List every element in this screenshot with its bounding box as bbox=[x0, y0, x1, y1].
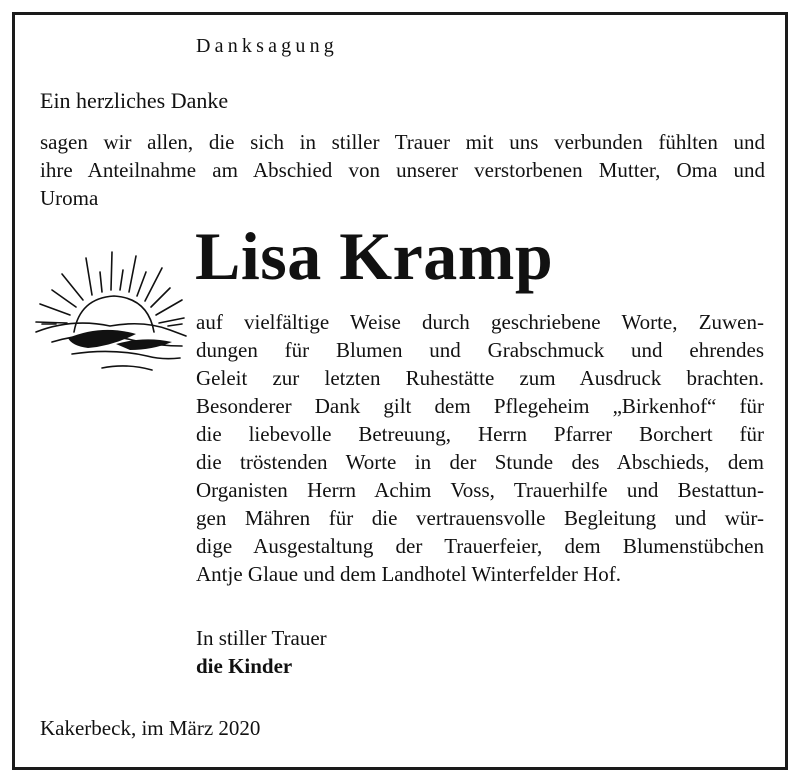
intro-line: sagen wir allen, die sich in stiller Trauer mit uns verbunden fühlten und bbox=[40, 130, 765, 154]
body-line: dige Ausgestaltung der Trauerfeier, dem Blumenstübchen bbox=[196, 534, 764, 558]
body-line: dungen für Blumen und Grabschmuck und ehrendes bbox=[196, 338, 764, 362]
intro-line: Uroma bbox=[40, 186, 99, 210]
intro-line: ihre Anteilnahme am Abschied von unserer verstorbenen Mutter, Oma und bbox=[40, 158, 765, 182]
body-line: gen Mähren für die vertrauensvolle Begleitung und wür- bbox=[196, 506, 764, 530]
body-line: Antje Glaue und dem Landhotel Winterfelder Hof. bbox=[196, 562, 622, 586]
body-line: die liebevolle Betreuung, Herrn Pfarrer Borchert für bbox=[196, 422, 764, 446]
body-line: Besonderer Dank gilt dem Pflegeheim „Birkenhof“ für bbox=[196, 394, 764, 418]
intro-paragraph bbox=[40, 128, 765, 212]
body-line: die tröstenden Worte in der Stunde des Abschieds, dem bbox=[196, 450, 764, 474]
notice-heading: Danksagung bbox=[196, 35, 338, 57]
body-line: Organisten Herrn Achim Voss, Trauerhilfe und Bestattun- bbox=[196, 478, 764, 502]
body-line: auf vielfältige Weise durch geschriebene Worte, Zuwen- bbox=[196, 310, 764, 334]
closing-phrase: In stiller Trauer bbox=[196, 626, 327, 650]
sunset-over-hills-icon bbox=[32, 250, 187, 380]
deceased-name: Lisa Kramp bbox=[195, 218, 554, 294]
body-line: Geleit zur letzten Ruhestätte zum Ausdruck brachten. bbox=[196, 366, 764, 390]
place-and-date: Kakerbeck, im März 2020 bbox=[40, 716, 261, 740]
greeting-line: Ein herzliches Danke bbox=[40, 88, 229, 113]
acknowledgement-body bbox=[196, 308, 764, 588]
signature: die Kinder bbox=[196, 654, 293, 678]
